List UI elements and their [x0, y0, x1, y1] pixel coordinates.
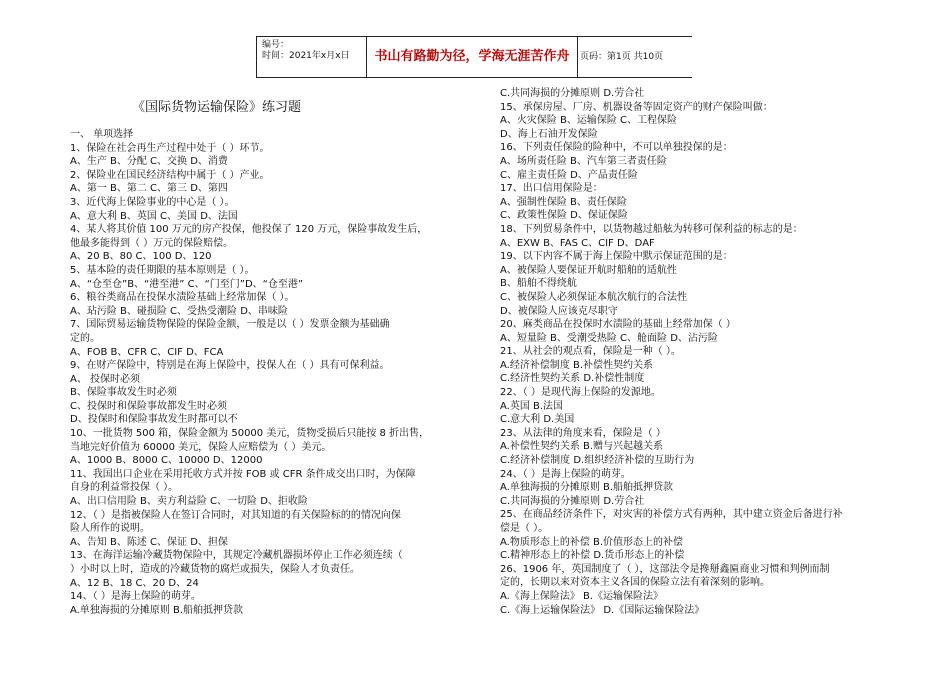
question-line: 定的。: [70, 332, 100, 344]
time-label: 时间：2021年x月x日: [262, 51, 350, 61]
question-line: 26、1906 年，英国制度了（ ），这部法令是搀掰鑫匾商业习惯和判例而制: [500, 563, 830, 575]
question-line: 6、粮谷类商品在投保水渍险基础上经常加保（ ）。: [70, 292, 295, 304]
question-line: A、12 B、18 C、20 D、24: [70, 577, 199, 589]
question-line: A、20 B、80 C、100 D、120: [70, 251, 212, 263]
question-line: 1、保险在社会再生产过程中处于（ ）环节。: [70, 142, 270, 154]
question-line: 3、近代海上保险事业的中心是（ ）。: [70, 196, 235, 208]
question-line: C、雇主责任险 D、产品责任险: [500, 169, 638, 181]
question-line: A.补偿性契约关系 B.赠与兴起越关系: [500, 441, 664, 453]
question-line: 14、（ ）是海上保险的萌芽。: [70, 591, 201, 603]
question-line: A、“仓至仓”B、“港至港” C、“门至门”D、“仓至港”: [70, 278, 304, 290]
question-line: B、船舶不得绕航: [500, 278, 577, 290]
question-line: C.共同海损的分摊原则 D.劳合社: [500, 495, 645, 507]
question-line: 19、以下内容不属于海上保险中默示保证范围的是：: [500, 251, 733, 263]
question-line: A、场所责任险 B、汽车第三者责任险: [500, 155, 667, 167]
question-line: D、海上石油开发保险: [500, 128, 598, 140]
question-line: D、投保时和保险事故发生时都可以不: [70, 414, 238, 426]
question-line: 17、出口信用保险是：: [500, 183, 603, 195]
question-line: ）小时以上时，造成的冷藏货物的腐烂或损失，保险人才负责任。: [70, 564, 360, 575]
question-line: A、告知 B、陈述 C、保证 D、担保: [70, 536, 228, 548]
question-line: A、短量险 B、受潮受热险 C、舱面险 D、沾污险: [500, 332, 718, 344]
page-number-label: 页码：第1页 共10页: [580, 52, 664, 62]
left-column: [70, 128, 429, 617]
question-line: 21、从社会的观点看，保险是一种（ ）。: [500, 346, 681, 358]
question-line: A.单独海损的分摊原则 B.船舶抵押贷款: [500, 482, 674, 494]
question-line: C.精神形态上的补偿 D.货币形态上的补偿: [500, 550, 685, 562]
question-line: 7、国际贸易运输货物保险的保险金额，一般是以（ ）发票金额为基础确: [70, 319, 390, 331]
question-line: C、投保时和保险事故都发生时必须: [70, 400, 227, 412]
question-line: 24、（ ）是海上保险的萌芽。: [500, 468, 631, 480]
question-line: 10、一批货物 500 箱，保险金额为 50000 美元，货物受损后只能按 8 折出售，: [70, 428, 430, 440]
question-line: 自身的利益常投保（ ）。: [70, 482, 179, 494]
header-motto: 书山有路勤为径，学海无涯苦作舟: [366, 37, 578, 77]
question-line: C.经济性契约关系 D.补偿性制度: [500, 373, 645, 385]
question-line: D、被保险人应该克尽职守: [500, 305, 618, 317]
question-line: A、 投保时必须: [70, 373, 141, 385]
question-line: 20、麻类商品在投保时水渍险的基础上经常加保（ ）: [500, 319, 736, 331]
question-line: A.经济补偿制度 B.补偿性契约关系: [500, 359, 654, 371]
question-line: A.《海上保险法》 B.《运输保险法》: [500, 590, 664, 602]
question-line: C、政策性保险 D、保证保险: [500, 210, 628, 222]
question-line: 5、基本险的责任期限的基本原则是（ ）。: [70, 264, 255, 276]
question-line: 11、我国出口企业在采用托收方式并按 FOB 或 CFR 条件成交出口时，为保障: [70, 468, 416, 480]
right-column: [500, 87, 843, 617]
number-label: 编号：: [262, 40, 290, 50]
question-line: 4、某人将其价值 100 万元的房产投保，他投保了 120 万元，保险事故发生后，: [70, 224, 428, 236]
question-line: A.英国 B.法国: [500, 400, 564, 412]
question-line: C.《海上运输保险法》 D.《国际运输保险法》: [500, 604, 705, 616]
question-line: A、出口信用险 B、卖方利益险 C、一切险 D、拒收险: [70, 496, 308, 508]
question-line: 23、从法律的角度来看，保险是（ ）: [500, 427, 666, 439]
question-line: A、被保险人要保证开航时船舶的适航性: [500, 264, 677, 276]
question-line: 他最多能得到（ ）万元的保险赔偿。: [70, 237, 234, 249]
question-line: C.经济补偿制度 D.组织经济补偿的互助行为: [500, 455, 695, 467]
question-line: C、被保险人必须保证本航次航行的合法性: [500, 291, 687, 303]
question-line: 12、（ ）是指被保险人在签订合同时，对其知道的有关保险标的的情况向保: [70, 509, 401, 521]
question-line: A、FOB B、CFR C、CIF D、FCA: [70, 346, 224, 358]
question-line: A、玷污险 B、碰损险 C、受热受潮险 D、串味险: [70, 305, 288, 317]
question-line: C.意大利 D.美国: [500, 414, 575, 426]
question-line: A、1000 B、8000 C、10000 D、12000: [70, 455, 263, 467]
question-line: 25、在商品经济条件下，对灾害的补偿方式有两种，其中建立资金后备进行补: [500, 509, 843, 521]
question-line: 16、下列责任保险的险种中，不可以单独投保的是：: [500, 142, 733, 154]
question-line: 22、（ ）是现代海上保险的发源地。: [500, 387, 661, 399]
question-line: 13、在海洋运输冷藏货物保险中，其规定冷藏机器损坏停止工作必须连续（: [70, 550, 403, 562]
header-info-cell: [256, 37, 366, 77]
question-line: C.共同海损的分摊原则 D.劳合社: [500, 88, 645, 99]
question-line: 18、下列贸易条件中，以货物越过船舷为转移可保利益的标志的是：: [500, 223, 803, 235]
header-table: [256, 36, 692, 78]
question-line: A、意大利 B、英国 C、美国 D、法国: [70, 210, 238, 222]
question-line: 当地完好价值为 60000 美元，保险人应赔偿为（ ）美元。: [70, 441, 332, 453]
question-line: A、生产 B、分配 C、交换 D、消费: [70, 156, 228, 168]
question-line: B、保险事故发生时必须: [70, 387, 177, 399]
question-line: A.物质形态上的补偿 B.价值形态上的补偿: [500, 536, 684, 548]
question-line: A、EXW B、FAS C、CIF D、DAF: [500, 237, 655, 249]
question-line: 一、 单项选择: [70, 129, 134, 140]
document-title: 《国际货物运输保险》练习题: [132, 100, 302, 115]
question-line: 15、承保房屋、厂房、机器设备等固定资产的财产保险叫做：: [500, 101, 773, 113]
question-line: A、强制性保险 B、责任保险: [500, 196, 627, 208]
question-line: 险人所作的说明。: [70, 523, 150, 535]
question-line: A.单独海损的分摊原则 B.船舶抵押贷款: [70, 604, 244, 616]
question-line: 9、在财产保险中，特别是在海上保险中，投保人在（ ）具有可保利益。: [70, 360, 390, 372]
question-line: A、第一 B、第二 C、第三 D、第四: [70, 183, 228, 195]
question-line: A、火灾保险 B、运输保险 C、工程保险: [500, 115, 678, 127]
question-line: 2、保险业在国民经济结构中属于（ ）产业。: [70, 169, 270, 181]
question-line: 偿是（ ）。: [500, 523, 549, 534]
question-line: 定的，长期以来对资本主义各国的保险立法有着深刻的影响。: [500, 577, 770, 589]
